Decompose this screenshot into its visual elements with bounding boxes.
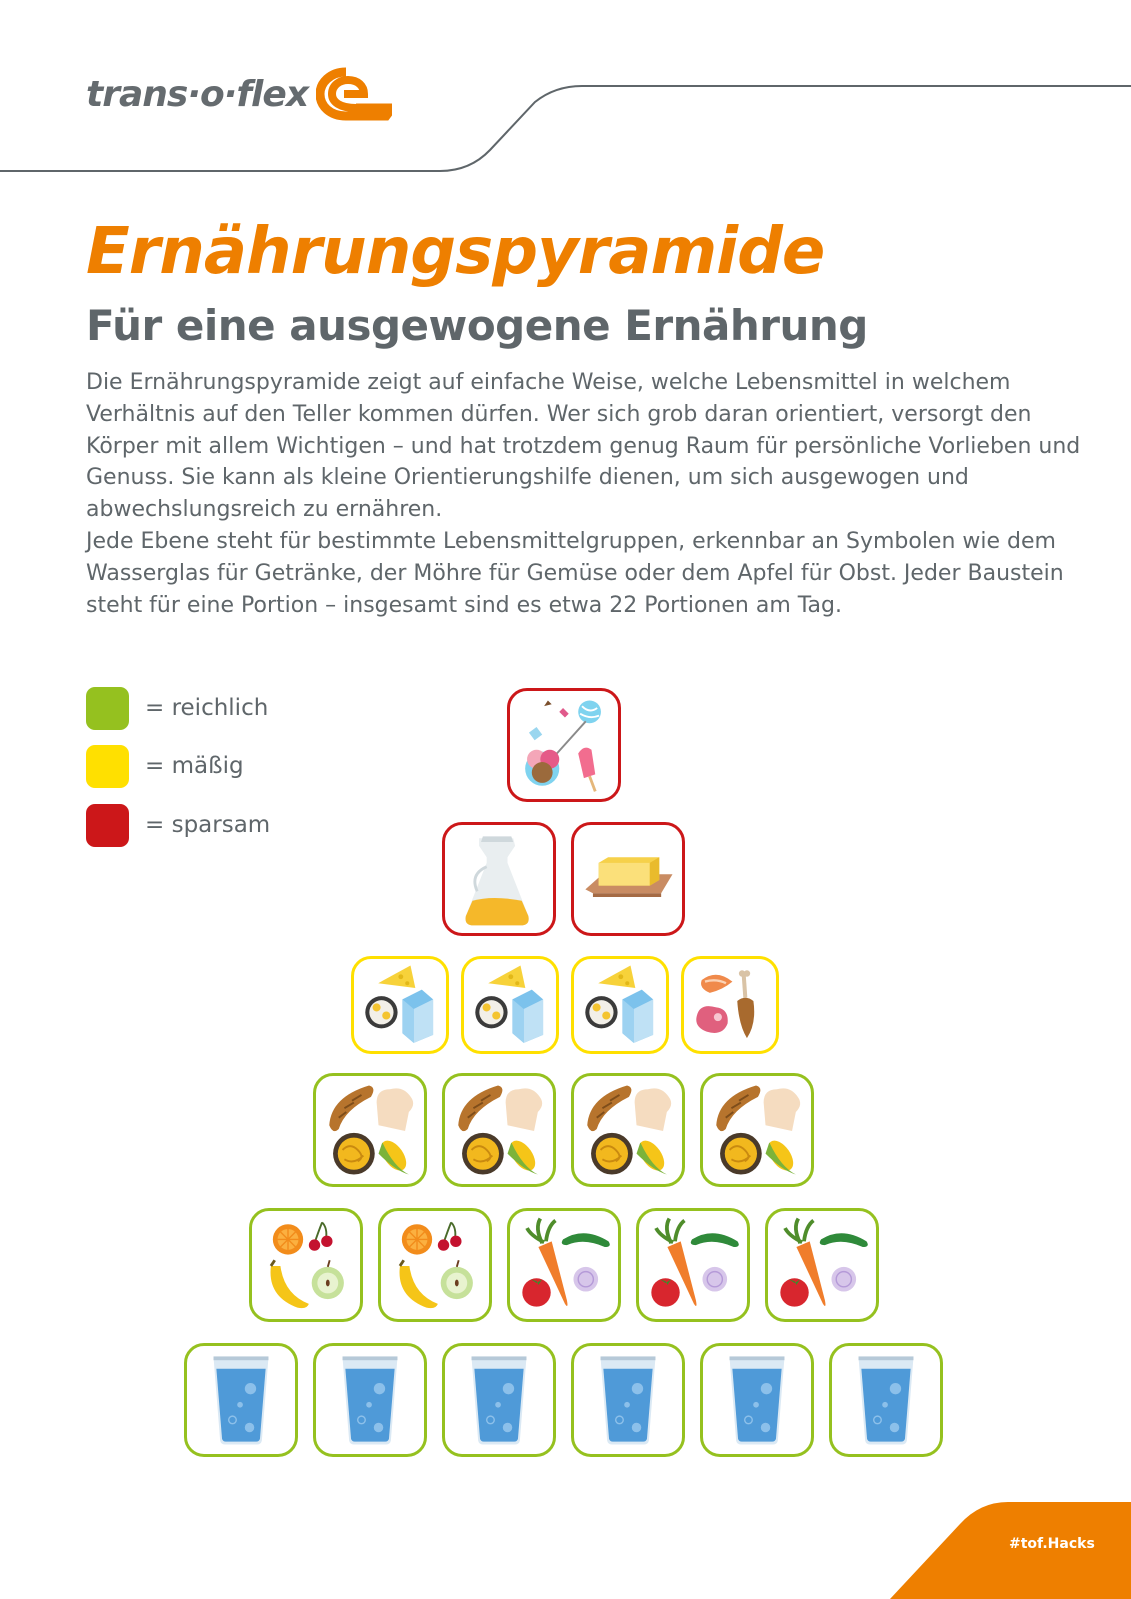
pyramid-tile-yellow: [461, 956, 559, 1054]
legend-label: = reichlich: [145, 695, 269, 721]
pyramid-tile-yellow: [571, 956, 669, 1054]
pyramid-tile-green: [249, 1208, 363, 1322]
legend-label: = mäßig: [145, 753, 244, 779]
meat-fish-icon: [684, 959, 776, 1051]
water-glass-icon: [316, 1346, 424, 1454]
sweets-icon: [510, 691, 618, 799]
legend-item-sparsam: [86, 803, 270, 847]
vegetables-icon: [639, 1211, 747, 1319]
pyramid-tile-green: [829, 1343, 943, 1457]
pyramid-tile-green: [571, 1343, 685, 1457]
water-glass-icon: [703, 1346, 811, 1454]
pyramid-tile-green: [442, 1343, 556, 1457]
intro-paragraph-1: Die Ernährungspyramide zeigt auf einfache Weise, welche Lebensmittel in welchem Verhältnis auf den Teller kommen dürfen. Wer sich grob daran orientiert, versorgt den Körper mit allem Wichtigen – und hat trotzdem genug Raum für persönliche Vorlieben und Genuss. Sie kann als kleine Orientierungshilfe dienen, um sich ausgewogen und abwechslungsreich zu ernähren.: [86, 370, 1081, 523]
fruit-icon: [252, 1211, 360, 1319]
dairy-icon: [574, 959, 666, 1051]
grains-icon: [703, 1076, 811, 1184]
page-title: Ernährungspyramide: [86, 215, 825, 289]
pyramid-tile-green: [765, 1208, 879, 1322]
pyramid-tile-green: [636, 1208, 750, 1322]
intro-text: [86, 367, 1086, 621]
grains-icon: [445, 1076, 553, 1184]
legend-label: = sparsam: [145, 812, 271, 838]
pyramid-tile-green: [700, 1073, 814, 1187]
pyramid-tile-green: [313, 1073, 427, 1187]
legend-swatch-yellow: [86, 745, 129, 788]
dairy-icon: [464, 959, 556, 1051]
pyramid-tile-yellow: [351, 956, 449, 1054]
water-glass-icon: [445, 1346, 553, 1454]
pyramid-tile-green: [313, 1343, 427, 1457]
legend-swatch-green: [86, 687, 129, 730]
footer-hashtag: #tof.Hacks: [1009, 1536, 1095, 1552]
pyramid-tile-green: [700, 1343, 814, 1457]
pyramid-tile-yellow: [681, 956, 779, 1054]
intro-paragraph-2: Jede Ebene steht für bestimmte Lebensmittelgruppen, erkennbar an Symbolen wie dem Wasserglas für Getränke, der Möhre für Gemüse oder dem Apfel für Obst. Jeder Baustein steht für eine Portion – insgesamt sind es etwa 22 Portionen am Tag.: [86, 528, 1064, 618]
butter-icon: [574, 825, 682, 933]
water-glass-icon: [832, 1346, 940, 1454]
logo-mark-icon: [316, 66, 392, 122]
fruit-icon: [381, 1211, 489, 1319]
pyramid-tile-red: [442, 822, 556, 936]
grains-icon: [316, 1076, 424, 1184]
pyramid-tile-green: [442, 1073, 556, 1187]
pyramid-tile-green: [184, 1343, 298, 1457]
pyramid-tile-red: [507, 688, 621, 802]
vegetables-icon: [510, 1211, 618, 1319]
company-logo: [86, 66, 392, 122]
oil-jug-icon: [445, 825, 553, 933]
pyramid-tile-green: [571, 1073, 685, 1187]
pyramid-tile-green: [378, 1208, 492, 1322]
grains-icon: [574, 1076, 682, 1184]
water-glass-icon: [187, 1346, 295, 1454]
water-glass-icon: [574, 1346, 682, 1454]
pyramid-tile-red: [571, 822, 685, 936]
logo-text: trans·o·flex: [86, 73, 309, 115]
legend-item-reichlich: [86, 686, 268, 730]
legend-swatch-red: [86, 804, 129, 847]
vegetables-icon: [768, 1211, 876, 1319]
page-subtitle: Für eine ausgewogene Ernährung: [86, 301, 868, 350]
legend-item-maessig: [86, 744, 244, 788]
pyramid-tile-green: [507, 1208, 621, 1322]
dairy-icon: [354, 959, 446, 1051]
